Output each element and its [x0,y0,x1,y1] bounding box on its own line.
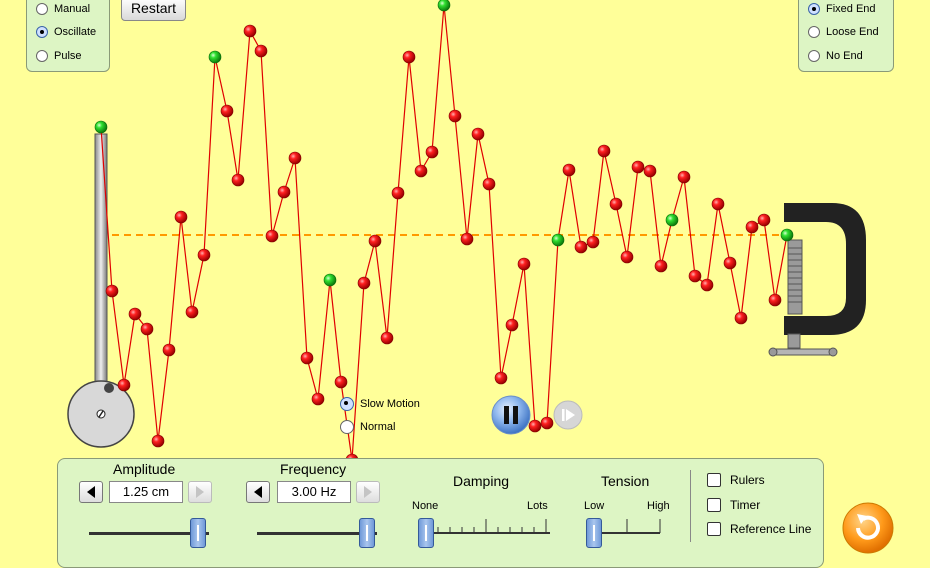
end-radio-fixed[interactable] [808,3,820,15]
string-bead [232,174,244,186]
string-bead [163,344,175,356]
marker-bead [438,0,450,11]
speed-option-slow[interactable] [340,397,420,411]
mode-option-oscillate[interactable] [36,26,96,38]
string-bead [472,128,484,140]
amplitude-value[interactable]: 1.25 cm [109,481,183,503]
reset-all-button[interactable] [841,501,895,555]
damping-ticks [420,515,560,535]
string-line [101,5,787,460]
end-radio-none[interactable] [808,50,820,62]
marker-bead [95,121,107,133]
string-bead [426,146,438,158]
tension-label: Tension [601,473,650,489]
string-bead [701,279,713,291]
string-bead [506,319,518,331]
mode-radio-manual[interactable] [36,3,48,15]
string-bead [575,241,587,253]
rulers-label: Rulers [730,473,765,487]
mode-radio-oscillate[interactable] [36,26,48,38]
frequency-value[interactable]: 3.00 Hz [277,481,351,503]
speed-label-normal: Normal [360,421,396,433]
string-bead [415,165,427,177]
string-bead [495,372,507,384]
timer-checkbox[interactable] [707,498,721,512]
pause-icon [504,406,509,424]
restart-button[interactable]: Restart [121,0,186,21]
string-bead [152,435,164,447]
speed-radio-slow[interactable] [340,397,354,411]
speed-label-slow: Slow Motion [360,398,420,410]
string-bead [587,236,599,248]
string-bead [518,258,530,270]
string-bead [644,165,656,177]
string-bead [563,164,575,176]
string-bead [632,161,644,173]
tension-slider-thumb[interactable] [586,518,602,548]
oscillator-rod[interactable] [95,134,107,390]
end-label-loose: Loose End [826,26,879,38]
step-button[interactable] [553,400,583,430]
mode-option-manual[interactable] [36,3,90,15]
end-radio-loose[interactable] [808,26,820,38]
string-bead [735,312,747,324]
string-bead [118,379,130,391]
mode-label-manual: Manual [54,3,91,15]
speed-radio-normal[interactable] [340,420,354,434]
string-bead [678,171,690,183]
string-bead [758,214,770,226]
end-label-none: No End [826,50,863,62]
string-bead [449,110,461,122]
damping-min-label: None [412,500,439,512]
end-option-none[interactable] [808,50,863,62]
amplitude-label: Amplitude [113,461,176,477]
clamp-icon [769,203,866,356]
string-bead [186,306,198,318]
string-bead [403,51,415,63]
marker-bead [209,51,221,63]
speed-option-normal[interactable] [340,420,395,434]
left-arrow-icon [85,485,97,499]
panel-divider [690,470,691,542]
frequency-decrease-button[interactable] [246,481,270,503]
string-bead [278,186,290,198]
string-bead [746,221,758,233]
pause-button[interactable] [491,395,531,435]
mode-label-pulse: Pulse [54,50,82,62]
string-bead [289,152,301,164]
reference-line-label: Reference Line [730,522,812,536]
string-bead [369,235,381,247]
marker-bead [666,214,678,226]
string-bead [769,294,781,306]
tension-max-label: High [647,500,670,512]
damping-slider-thumb[interactable] [418,518,434,548]
string-bead [712,198,724,210]
string-bead [392,187,404,199]
right-arrow-icon [194,485,206,499]
string-bead [461,233,473,245]
string-bead [358,277,370,289]
marker-bead [324,274,336,286]
wheel-pin [104,383,114,393]
end-option-fixed[interactable] [808,3,876,15]
mode-label-oscillate: Oscillate [54,26,97,38]
rulers-checkbox[interactable] [707,473,721,487]
reference-line-checkbox[interactable] [707,522,721,536]
string-bead [301,352,313,364]
string-bead [541,417,553,429]
string-bead [244,25,256,37]
end-option-loose[interactable] [808,26,879,38]
amplitude-increase-button[interactable] [188,481,212,503]
timer-label: Timer [730,498,761,512]
marker-bead [781,229,793,241]
string-bead [610,198,622,210]
marker-bead [552,234,564,246]
mode-radio-pulse[interactable] [36,50,48,62]
amplitude-slider-thumb[interactable] [190,518,206,548]
string-bead [175,211,187,223]
damping-max-label: Lots [527,500,548,512]
tension-min-label: Low [584,500,605,512]
string-bead [381,332,393,344]
frequency-slider-thumb[interactable] [359,518,375,548]
mode-option-pulse[interactable] [36,50,82,62]
end-label-fixed: Fixed End [826,3,876,15]
string-bead [129,308,141,320]
string-bead [266,230,278,242]
string-bead [335,376,347,388]
frequency-label: Frequency [280,461,347,477]
right-arrow-icon [362,485,374,499]
string-bead [689,270,701,282]
string-bead [221,105,233,117]
string-bead [724,257,736,269]
frequency-increase-button[interactable] [356,481,380,503]
string-bead [621,251,633,263]
string-bead [255,45,267,57]
string-bead [312,393,324,405]
amplitude-decrease-button[interactable] [79,481,103,503]
string-bead [141,323,153,335]
string-bead [106,285,118,297]
string-bead [598,145,610,157]
string-bead [483,178,495,190]
damping-label: Damping [453,473,510,489]
string-bead [655,260,667,272]
left-arrow-icon [252,485,264,499]
string-bead [198,249,210,261]
